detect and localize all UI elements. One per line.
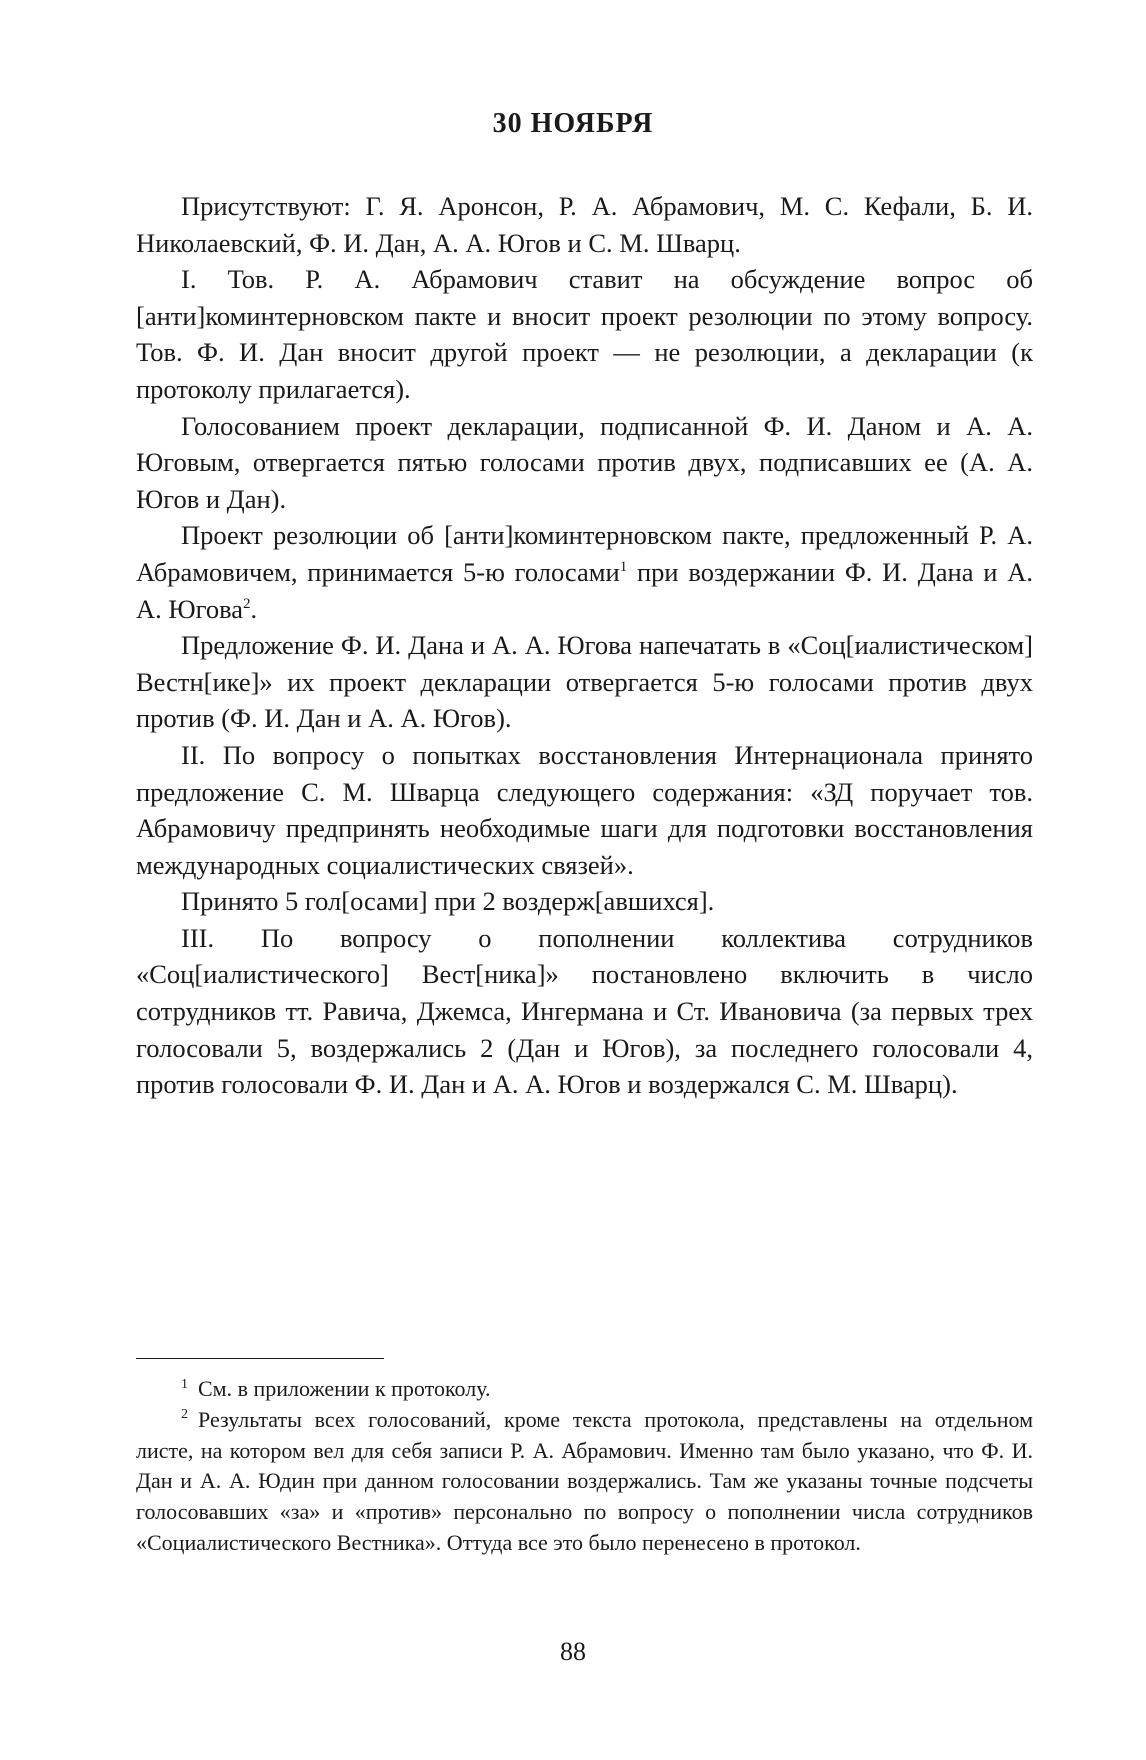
paragraph-print-proposal: Предложение Ф. И. Дана и А. А. Югова напечатать в «Соц[иалистическом] Вестн[ике]» их проект декларации отвергается 5-ю голосами против двух против (Ф. И. Дан и А. А. Югов).: [136, 630, 1033, 734]
footnote-mark: 1: [181, 1376, 188, 1392]
footnote-divider: [136, 1358, 384, 1359]
footnote-text: См. в приложении к протоколу.: [198, 1376, 491, 1401]
paragraph-item-1: I. Тов. Р. А. Абрамович ставит на обсуждение вопрос об [анти]коминтерновском пакте и вносит проект резолюции по этому вопросу. Тов. Ф. И. Дан вносит другой проект — не резолюции, а декларации (к протоколу прилагается).: [136, 264, 1033, 404]
page-title: 30 НОЯБРЯ: [492, 108, 654, 139]
page-number: 88: [560, 1637, 586, 1666]
paragraph-attendees: Присутствуют: Г. Я. Аронсон, Р. А. Абрамович, М. С. Кефали, Б. И. Николаевский, Ф. И. Дан, А. А. Югов и С. М. Шварц.: [136, 191, 1033, 258]
footnote-mark: 2: [181, 1407, 188, 1423]
paragraph-item-3: III. По вопросу о пополнении коллектива сотрудников «Соц[иалистического] Вест[ника]» постановлено включить в число сотрудников тт. Равича, Джемса, Ингермана и Ст. Ивановича (за первых трех голосовали 5, воздержались 2 (Дан и Югов), за последнего голосовали 4, против голосовали Ф. И. Дан и А. А. Югов и воздержался С. М. Шварц).: [136, 922, 1033, 1100]
paragraph-text-part: при воздержании Ф. И. Дана и А. А. Югова: [136, 556, 1033, 624]
paragraph-vote-count: Принято 5 гол[осами] при 2 воздерж[авшихся].: [181, 886, 715, 917]
main-text: [136, 188, 1033, 1103]
footnotes: [136, 1374, 1033, 1559]
footnote-text: Результаты всех голосований, кроме текста протокола, представлены на отдельном листе, на котором вел для себя записи Р. А. Абрамович. Именно там было указано, что Ф. И. Дан и А. А. Юдин при данном голосовании воздержались. Там же указаны точные подсчеты голосовавших «за» и «против» персонально по вопросу о пополнении числа сотрудников «Социалистического Вестника». Оттуда все это было перенесено в протокол.: [136, 1406, 1033, 1555]
paragraph-vote-declaration: Голосованием проект декларации, подписанной Ф. И. Даном и А. А. Юговым, отвергается пятью голосами против двух, подписавших ее (А. А. Югов и Дан).: [136, 410, 1033, 514]
paragraph-item-2: II. По вопросу о попытках восстановления Интернационала принято предложение С. М. Шварца следующего содержания: «ЗД поручает тов. Абрамовичу предпринять необходимые шаги для подготовки восстановления международных социалистических связей».: [136, 739, 1033, 880]
paragraph-resolution-adopted: [136, 517, 1033, 627]
paragraph-text-part: Проект резолюции об [анти]коминтерновском пакте, предложенный Р. А. Абрамовичем, принимается 5-ю голосами: [136, 520, 1033, 587]
paragraph-text-part: .: [250, 593, 258, 624]
footnote-1: [136, 1374, 1033, 1405]
footnote-2: [136, 1405, 1033, 1559]
footnote-ref-2[interactable]: 2: [243, 595, 251, 612]
footnote-ref-1[interactable]: 1: [619, 559, 628, 576]
